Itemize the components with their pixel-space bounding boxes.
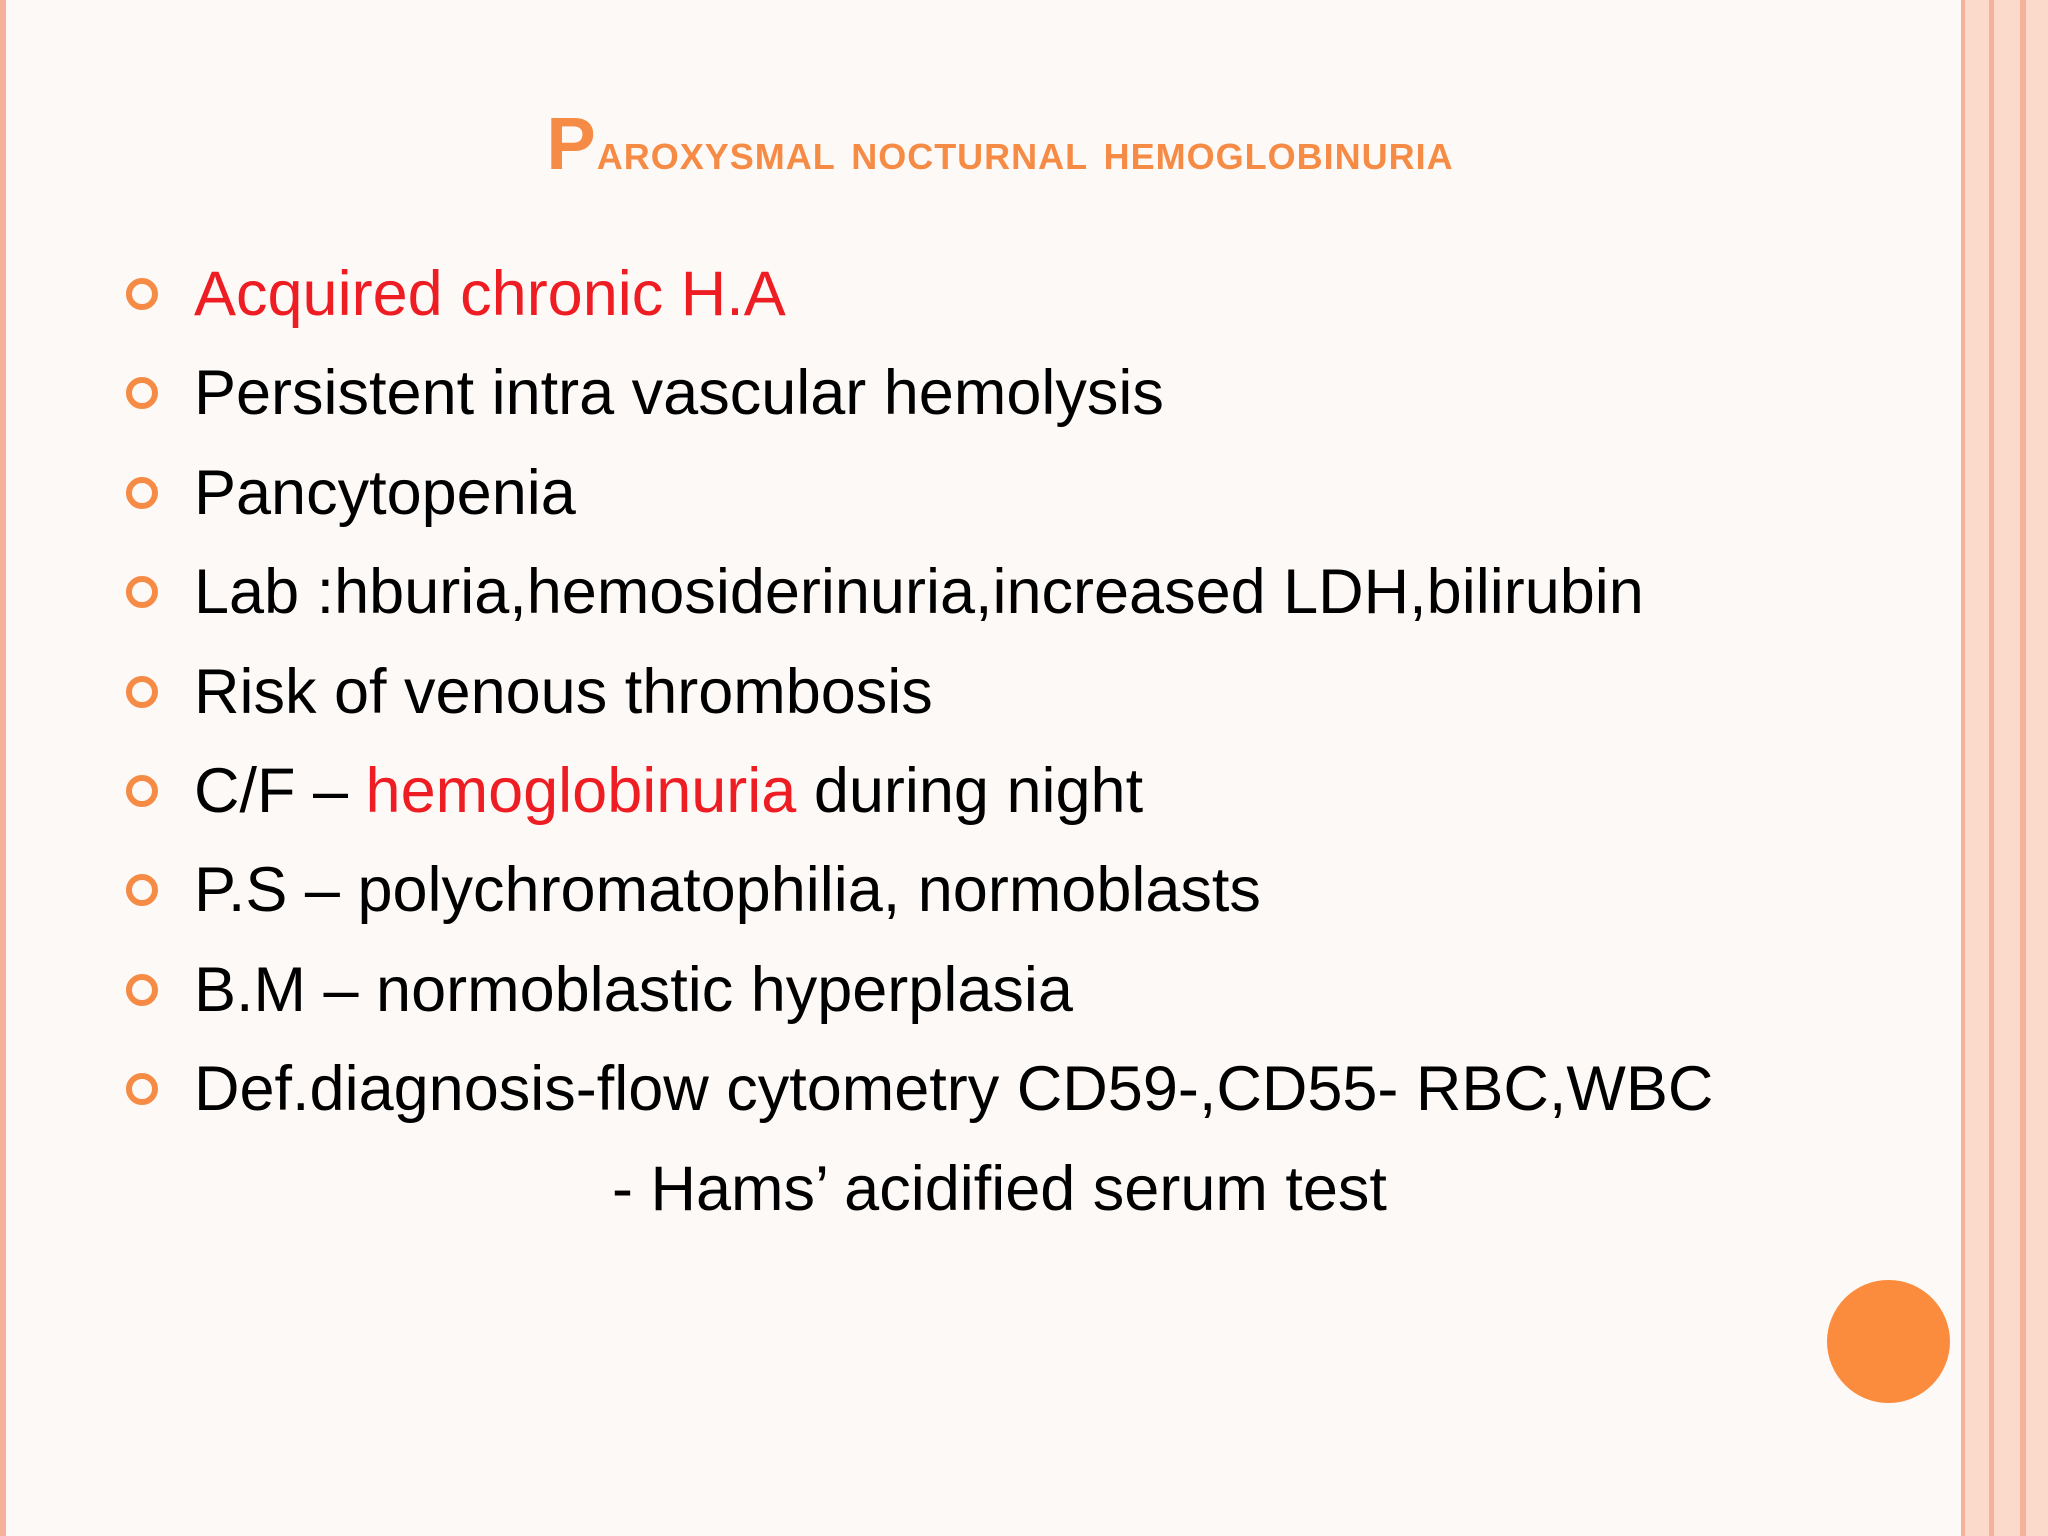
slide-title (60, 100, 1940, 189)
highlight-text: hemoglobinuria (365, 756, 797, 826)
list-item (126, 244, 786, 344)
slide-left-border (0, 0, 6, 1536)
list-item (126, 642, 933, 742)
list-item (126, 542, 1644, 642)
decorative-circle (1827, 1280, 1950, 1403)
slide-title-initial: P (546, 102, 597, 185)
list-item (126, 940, 1073, 1040)
bullet-text (194, 258, 786, 330)
bullet-ring-icon (126, 1073, 158, 1105)
bullet-text (194, 1053, 1713, 1125)
text-segment: Persistent intra vascular hemolysis (194, 358, 1164, 429)
bullet-text (194, 556, 1644, 628)
bullet-ring-icon (126, 974, 158, 1006)
bullet-text (194, 954, 1073, 1026)
text-segment: B.M – normoblastic hyperplasia (194, 954, 1073, 1025)
list-item (126, 343, 1164, 443)
text-segment: during night (796, 756, 1144, 826)
list-item (126, 741, 1143, 841)
bullet-text (194, 457, 576, 529)
text-segment: P.S – polychromatophilia, normoblasts (194, 855, 1261, 926)
bullet-ring-icon (126, 676, 158, 708)
text-segment: C/F – (194, 756, 366, 826)
bullet-text (194, 656, 933, 728)
highlight-text: Acquired chronic H.A (194, 259, 786, 329)
slide-right-border-stripe (2026, 0, 2048, 1536)
slide-title-rest: aroxysmal nocturnal hemoglobinuria (596, 123, 1454, 181)
bullet-text (194, 854, 1261, 926)
bullet-ring-icon (126, 576, 158, 608)
bullet-continuation: - Hams’ acidified serum test (612, 1153, 1387, 1224)
bullet-text (194, 357, 1164, 429)
list-item (126, 1039, 1713, 1139)
slide-right-border-stripe (1965, 0, 1989, 1536)
list-item (126, 840, 1261, 940)
text-segment: Risk of venous thrombosis (194, 656, 933, 727)
bullet-ring-icon (126, 775, 158, 807)
bullet-ring-icon (126, 874, 158, 906)
text-segment: Lab :hburia,hemosiderinuria,increased LDH,bilirubin (194, 557, 1644, 628)
bullet-text (194, 755, 1143, 827)
bullet-ring-icon (126, 278, 158, 310)
slide-right-border-stripe (1994, 0, 2020, 1536)
text-segment: Pancytopenia (194, 457, 576, 528)
bullet-ring-icon (126, 377, 158, 409)
bullet-ring-icon (126, 477, 158, 509)
list-item (126, 443, 576, 543)
text-segment: Def.diagnosis-flow cytometry CD59-,CD55- RBC,WBC (194, 1054, 1714, 1125)
